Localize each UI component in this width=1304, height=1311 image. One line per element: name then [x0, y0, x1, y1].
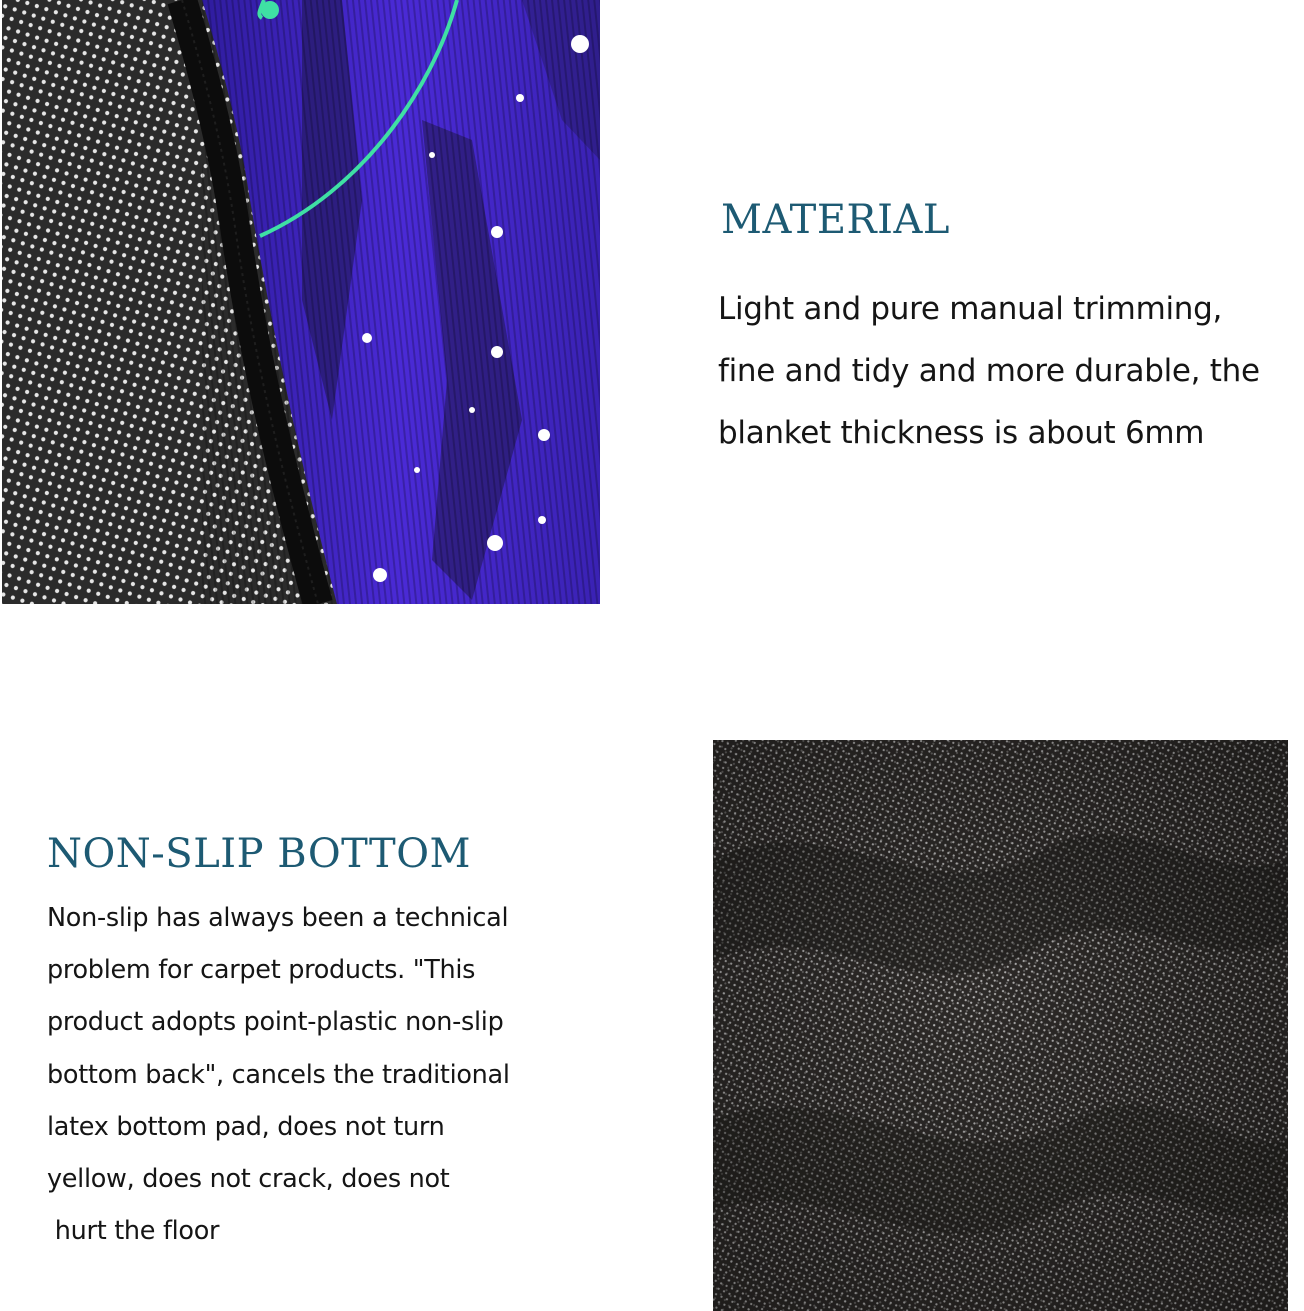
rug-edge-illustration [2, 0, 600, 604]
nonslip-line: yellow, does not crack, does not [47, 1164, 450, 1195]
nonslip-description [47, 892, 510, 1257]
rug-edge-photo [2, 0, 600, 604]
nonslip-backing-illustration [713, 740, 1288, 1311]
material-line: blanket thickness is about 6mm [718, 415, 1205, 451]
material-line: Light and pure manual trimming, [718, 291, 1223, 327]
material-heading: MATERIAL [721, 197, 950, 243]
nonslip-line: product adopts point-plastic non-slip [47, 1007, 504, 1038]
nonslip-line: latex bottom pad, does not turn [47, 1111, 445, 1142]
material-line: fine and tidy and more durable, the [718, 353, 1260, 389]
material-description [718, 278, 1260, 464]
nonslip-heading: NON-SLIP BOTTOM [47, 831, 471, 877]
nonslip-line: problem for carpet products. "This [47, 955, 476, 986]
nonslip-backing-photo [713, 740, 1288, 1311]
nonslip-line: Non-slip has always been a technical [47, 903, 509, 933]
nonslip-line: bottom back", cancels the traditional [47, 1059, 510, 1090]
nonslip-line: hurt the floor [47, 1216, 220, 1247]
